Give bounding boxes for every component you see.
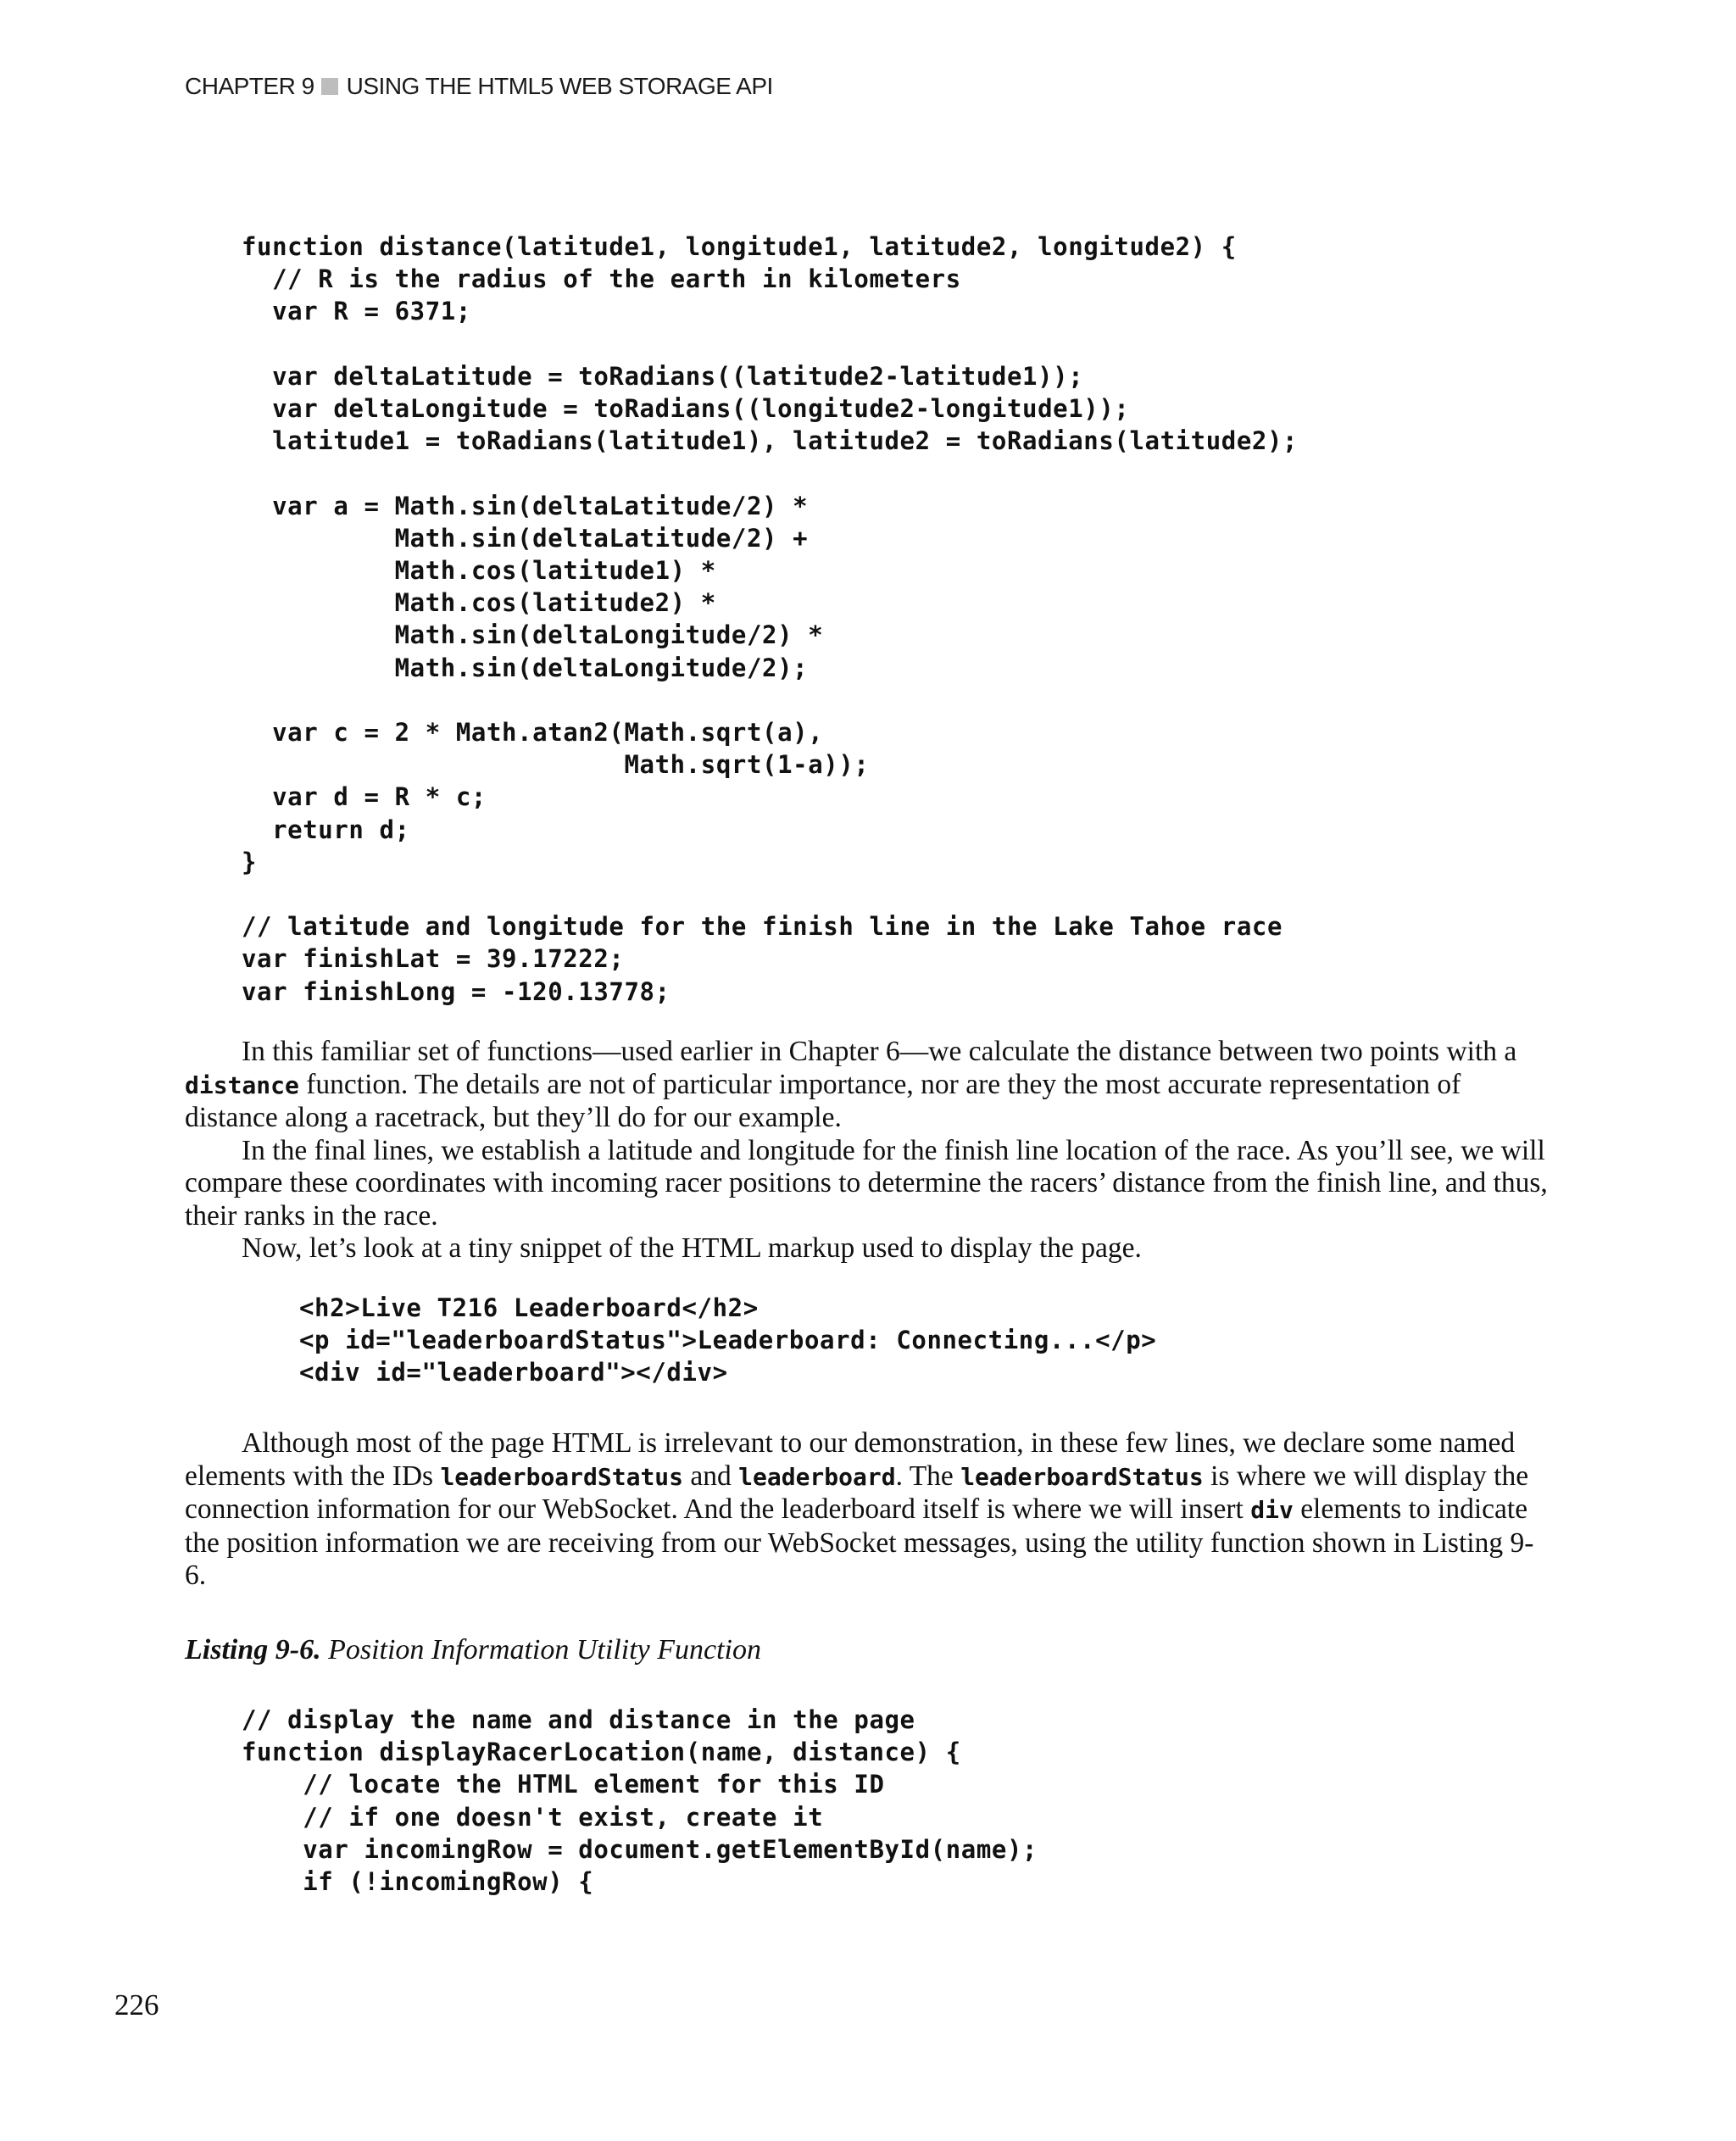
paragraph-text: In this familiar set of functions—used earlier in Chapter 6—we calculate the distance between two points with a	[242, 1036, 1517, 1067]
inline-code: leaderboardStatus	[440, 1462, 684, 1491]
body-text-section-2	[185, 1427, 1550, 1593]
paragraph-text: function. The details are not of particular importance, nor are they the most accurate representation of distance along a racetrack, but they’ll do for our example.	[185, 1068, 1461, 1133]
paragraph: Now, let’s look at a tiny snippet of the HTML markup used to display the page.	[242, 1232, 1142, 1264]
paragraph-text: Although most of the page HTML is irrelevant to our demonstration, in these few lines, we declare some named elements with the IDs	[185, 1427, 1516, 1492]
listing-caption	[185, 1634, 761, 1666]
code-block-distance-function: function distance(latitude1, longitude1, latitude2, longitude2) { // R is the radius of the earth in kilometers var R = 6371; var deltaLatitude = toRadians((latitude2-latitude1)); var deltaLongitude = toRadians((longitude2-longitude1)); latitude1 = toRadians(latitude1), latitude2 = toRadians(latitude2); var a = Math.sin(deltaLatitude/2) * Math.sin(deltaLatitude/2) + Math.cos(latitude1) * Math.cos(latitude2) * Math.sin(deltaLongitude/2) * Math.sin(deltaLongitude/2); var c = 2 * Math.atan2(Math.sqrt(a), Math.sqrt(1-a)); var d = R * c; return d; } // latitude and longitude for the finish line in the Lake Tahoe race var finishLat = 39.17222; var finishLong = -120.13778;	[242, 232, 1299, 1006]
listing-label: Listing 9-6.	[185, 1634, 321, 1666]
paragraph-text: is where we will display the connection information for our WebSocket. And the leaderboard itself is where we will insert	[185, 1460, 1529, 1525]
page-number: 226	[114, 1988, 159, 2021]
code-block-html-markup: <h2>Live T216 Leaderboard</h2> <p id="leaderboardStatus">Leaderboard: Connecting...</p> <div id="leaderboard"></div>	[299, 1293, 1157, 1387]
paragraph-text: . The	[895, 1460, 961, 1492]
inline-code: div	[1250, 1496, 1294, 1524]
paragraph	[185, 1427, 1550, 1593]
running-header	[185, 73, 773, 100]
paragraph-text: elements to indicate the position information we are receiving from our WebSocket messages, using the utility function shown in Listing 9-6.	[185, 1493, 1534, 1591]
paragraph-text: and	[683, 1460, 739, 1492]
inline-code: distance	[185, 1070, 299, 1099]
listing-title: Position Information Utility Function	[320, 1634, 761, 1666]
chapter-label: CHAPTER 9	[185, 73, 314, 99]
header-separator-square	[321, 78, 338, 95]
body-text-section-1	[185, 1036, 1550, 1265]
code-block-listing-9-6: // display the name and distance in the page function displayRacerLocation(name, distance) { // locate the HTML element for this ID // if one doesn't exist, create it var incomingRow = document.getElementById(name); if (!incomingRow) {	[242, 1705, 1038, 1897]
inline-code: leaderboard	[738, 1462, 896, 1491]
paragraph	[185, 1036, 1550, 1135]
chapter-title: USING THE HTML5 WEB STORAGE API	[346, 73, 773, 99]
inline-code: leaderboardStatus	[960, 1462, 1204, 1491]
paragraph: In the final lines, we establish a latitude and longitude for the finish line location of the race. As you’ll see, we will compare these coordinates with incoming racer positions to determine the racers’ distance from the finish line, and thus, their ranks in the race.	[185, 1134, 1548, 1232]
